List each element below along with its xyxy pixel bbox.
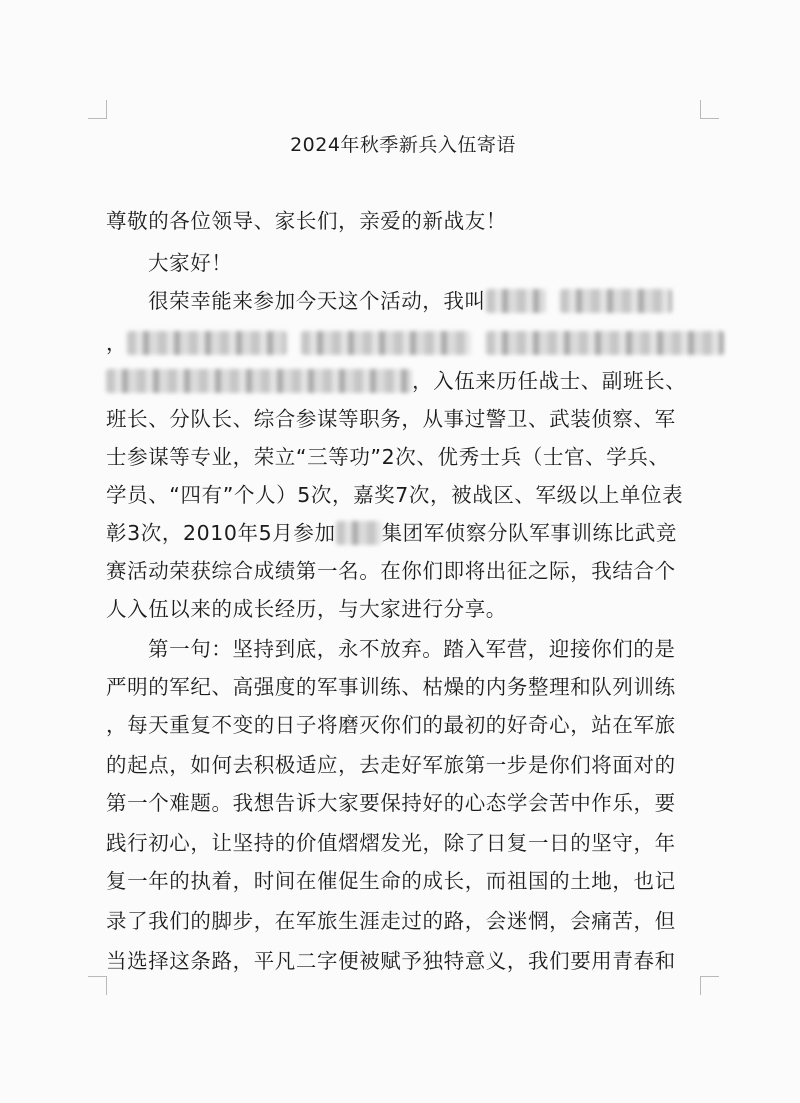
line-text: 很荣幸能来参加今天这个活动，我叫 [148, 289, 486, 313]
body-line-10: 第一句：坚持到底，永不放弃。踏入军营，迎接你们的是 [148, 637, 676, 661]
line-text: ， [106, 331, 128, 355]
line-text: 彰3次，2010年5月参加 [106, 521, 336, 545]
body-line-18: 当选择这条路，平凡二字便被赋予独特意义，我们要用青春和 [106, 949, 676, 973]
body-line-15: 践行初心，让坚持的价值熠熠发光，除了日复一日的坚守，年 [106, 831, 676, 855]
redacted-text [127, 331, 287, 355]
body-line-9: 人入伍以来的成长经历，与大家进行分享。 [106, 597, 507, 621]
margin-mark-bottom-left [88, 976, 107, 995]
body-line-14: 第一个难题。我想告诉大家要保持好的心态学会苦中作乐，要 [106, 791, 676, 815]
body-line-5: 士参谋等专业，荣立“三等功”2次、优秀士兵（士官、学兵、 [106, 445, 670, 469]
redacted-name [486, 289, 546, 313]
redacted-text [560, 289, 672, 313]
redacted-unit [486, 331, 724, 355]
margin-mark-bottom-right [700, 976, 719, 995]
body-line-7 [106, 516, 677, 550]
greeting-line: 尊敬的各位领导、家长们，亲爱的新战友！ [106, 209, 507, 233]
body-line-16: 复一年的执着，时间在催促生命的成长，而祖国的土地，也记 [106, 869, 676, 893]
line-text: 集团军侦察分队军事训练比武竞 [381, 521, 677, 545]
body-line-13: 的起点，如何去积极适应，去走好军旅第一步是你们将面对的 [106, 753, 676, 777]
document-title: 2024年秋季新兵入伍寄语 [290, 134, 516, 156]
margin-mark-top-left [88, 100, 107, 119]
margin-mark-top-right [700, 100, 719, 119]
body-line-3 [106, 364, 686, 398]
body-line-4: 班长、分队长、综合参谋等职务，从事过警卫、武装侦察、军 [106, 407, 676, 431]
body-line-17: 录了我们的脚步，在军旅生涯走过的路，会迷惘，会痛苦，但 [106, 909, 676, 933]
redacted-text [106, 369, 412, 393]
body-line-12: ，每天重复不变的日子将磨灭你们的最初的好奇心，站在军旅 [106, 713, 676, 737]
body-line-11: 严明的军纪、高强度的军事训练、枯燥的内务整理和队列训练 [106, 675, 676, 699]
redacted-unit [336, 521, 382, 545]
body-line-8: 赛活动荣获综合成绩第一名。在你们即将出征之际，我结合个 [106, 559, 676, 583]
redacted-text [301, 331, 471, 355]
body-line-6: 学员、“四有”个人）5次，嘉奖7次，被战区、军级以上单位表 [106, 483, 684, 507]
hello-line: 大家好！ [148, 251, 233, 275]
body-line-1 [148, 284, 672, 318]
line-text: ，入伍来历任战士、副班长、 [412, 369, 687, 393]
body-line-2 [106, 326, 724, 360]
